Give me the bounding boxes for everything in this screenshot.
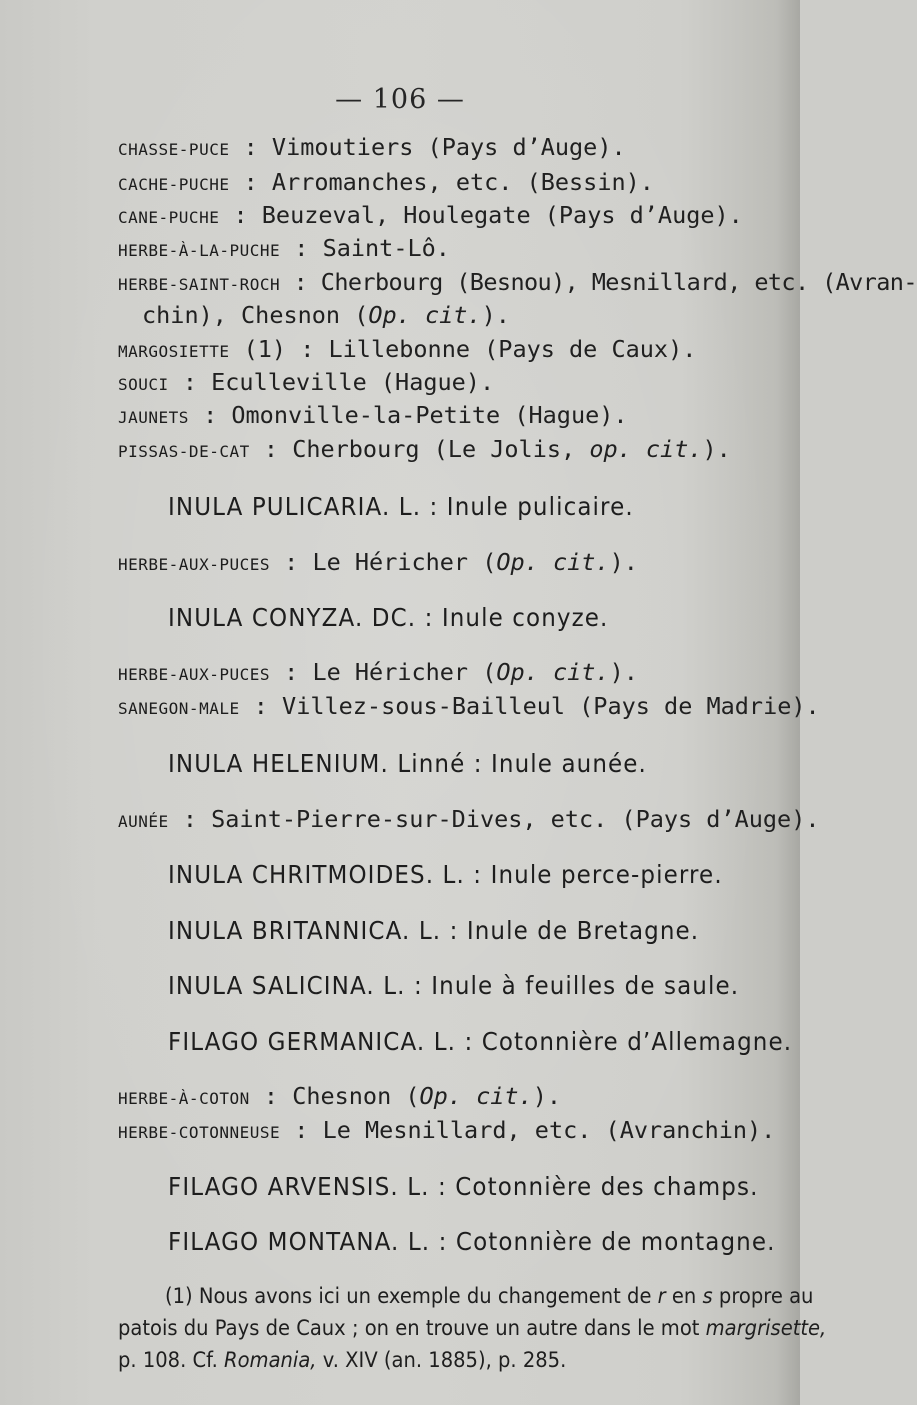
species-heading: FILAGO ARVENSIS. L. : Cotonnière des champs. bbox=[168, 1172, 759, 1201]
entry-continuation bbox=[142, 301, 510, 329]
entry-text: ). bbox=[609, 658, 638, 686]
footnote-italic: r bbox=[657, 1284, 666, 1308]
species-heading: INULA SALICINA. L. : Inule à feuilles de saule. bbox=[168, 971, 740, 1000]
entry-sep: : bbox=[280, 268, 321, 296]
entry-sep: : bbox=[280, 1116, 323, 1144]
entry-sep: : bbox=[249, 435, 293, 463]
footnote-text: patois du Pays de Caux ; on en trouve un autre dans le mot bbox=[118, 1316, 706, 1340]
entry-name: PISSAS-DE-CAT bbox=[118, 442, 250, 461]
entry-text: Eculleville (Hague). bbox=[211, 368, 495, 396]
entry-sep: : bbox=[229, 133, 272, 161]
entry-text: Saint-Pierre-sur-Dives, etc. (Pays d’Auge). bbox=[211, 805, 820, 833]
entry-text: Omonville-la-Petite (Hague). bbox=[231, 401, 628, 429]
footnote-text: (1) Nous avons ici un exemple du changement de bbox=[165, 1284, 658, 1308]
citation-italic: Op. cit. bbox=[496, 658, 610, 686]
citation-italic: Op. cit. bbox=[496, 548, 610, 576]
entry-jaunets bbox=[118, 401, 628, 429]
entry-cache-puche bbox=[118, 168, 654, 196]
species-heading: INULA HELENIUM. Linné : Inule aunée. bbox=[168, 749, 647, 778]
entry-sep: (1) : bbox=[229, 335, 329, 363]
citation-italic: op. cit. bbox=[589, 435, 703, 463]
entry-text: Le Mesnillard, etc. (Avranchin). bbox=[322, 1116, 776, 1144]
entry-text: Saint-Lô. bbox=[322, 234, 450, 262]
entry-name: SOUCI bbox=[118, 375, 169, 394]
entry-text: Beuzeval, Houlegate (Pays d’Auge). bbox=[261, 201, 743, 229]
entry-pissas-de-cat bbox=[118, 435, 731, 463]
species-heading: FILAGO GERMANICA. L. : Cotonnière d’Allemagne. bbox=[168, 1027, 793, 1056]
entry-name: HERBE-AUX-PUCES bbox=[118, 555, 270, 574]
entry-sep: : bbox=[188, 401, 232, 429]
entry-text: ). bbox=[481, 301, 510, 329]
entry-name: CANE-PUCHE bbox=[118, 208, 220, 227]
entry-cane-puche bbox=[118, 201, 743, 229]
entry-text: Vimoutiers (Pays d’Auge). bbox=[271, 133, 626, 161]
footnote-text: p. 108. Cf. bbox=[118, 1348, 225, 1372]
entry-text: ). bbox=[609, 548, 638, 576]
footnote-line-1 bbox=[165, 1284, 813, 1308]
entry-souci bbox=[118, 368, 494, 396]
entry-sep: : bbox=[219, 201, 262, 229]
footnote-text: en bbox=[665, 1284, 703, 1308]
entry-herbe-aux-puces bbox=[118, 548, 638, 576]
entry-name: SANEGON-MALE bbox=[118, 699, 240, 718]
entry-sep: : bbox=[280, 234, 323, 262]
entry-sep: : bbox=[270, 658, 313, 686]
species-heading: INULA PULICARIA. L. : Inule pulicaire. bbox=[168, 492, 634, 521]
entry-name: AUNÉE bbox=[118, 812, 169, 831]
entry-herbe-saint-roch bbox=[118, 268, 917, 296]
entry-sep: : bbox=[168, 805, 212, 833]
entry-name: MARGOSIETTE bbox=[118, 342, 230, 361]
entry-sep: : bbox=[270, 548, 313, 576]
entry-text: ). bbox=[702, 435, 731, 463]
entry-text: Lillebonne (Pays de Caux). bbox=[328, 335, 697, 363]
footnote-italic: margrisette, bbox=[705, 1316, 827, 1340]
entry-margosiette bbox=[118, 335, 696, 363]
entry-sanegon-male bbox=[118, 692, 820, 720]
entry-text: ). bbox=[532, 1082, 562, 1110]
species-heading: INULA CHRITMOIDES. L. : Inule perce-pierre. bbox=[168, 860, 723, 889]
page-number: — 106 — bbox=[335, 84, 465, 115]
species-heading: FILAGO MONTANA. L. : Cotonnière de montagne. bbox=[168, 1227, 776, 1256]
entry-chasse-puce bbox=[118, 133, 626, 161]
citation-italic: Op. cit. bbox=[419, 1082, 533, 1110]
entry-sep: : bbox=[239, 692, 283, 720]
entry-name: CHASSE-PUCE bbox=[118, 140, 230, 159]
entry-text: chin), Chesnon ( bbox=[142, 301, 369, 329]
footnote-text: propre au bbox=[712, 1284, 814, 1308]
species-heading: INULA BRITANNICA. L. : Inule de Bretagne. bbox=[168, 916, 700, 945]
entry-sep: : bbox=[168, 368, 212, 396]
entry-herbe-aux-puces bbox=[118, 658, 638, 686]
entry-text: Chesnon ( bbox=[292, 1082, 420, 1110]
entry-text: Arromanches, etc. (Bessin). bbox=[271, 168, 654, 196]
entry-herbe-a-la-puche bbox=[118, 234, 450, 262]
entry-name: HERBE-COTONNEUSE bbox=[118, 1123, 281, 1142]
entry-text: Cherbourg (Besnou), Mesnillard, etc. (Avran- bbox=[320, 268, 917, 296]
footnote-italic: s bbox=[702, 1284, 713, 1308]
entry-name: HERBE-SAINT-ROCH bbox=[118, 275, 281, 294]
footnote-line-2 bbox=[118, 1316, 826, 1340]
entry-text: Le Héricher ( bbox=[312, 658, 497, 686]
entry-aunee bbox=[118, 805, 820, 833]
entry-sep: : bbox=[229, 168, 272, 196]
entry-text: Cherbourg (Le Jolis, bbox=[292, 435, 590, 463]
species-heading: INULA CONYZA. DC. : Inule conyze. bbox=[168, 603, 609, 632]
entry-herbe-a-coton bbox=[118, 1082, 561, 1110]
entry-text: Villez-sous-Bailleul (Pays de Madrie). bbox=[282, 692, 820, 720]
entry-herbe-cotonneuse bbox=[118, 1116, 775, 1144]
entry-name: CACHE-PUCHE bbox=[118, 175, 230, 194]
entry-name: HERBE-AUX-PUCES bbox=[118, 665, 270, 684]
entry-name: JAUNETS bbox=[118, 408, 189, 427]
entry-sep: : bbox=[249, 1082, 293, 1110]
entry-name: HERBE-À-LA-PUCHE bbox=[118, 241, 281, 260]
citation-italic: Op. cit. bbox=[368, 301, 482, 329]
footnote-line-3 bbox=[118, 1348, 566, 1372]
footnote-italic: Romania, bbox=[224, 1348, 317, 1372]
footnote-text: v. XIV (an. 1885), p. 285. bbox=[316, 1348, 567, 1372]
entry-name: HERBE-À-COTON bbox=[118, 1089, 250, 1108]
entry-text: Le Héricher ( bbox=[312, 548, 497, 576]
